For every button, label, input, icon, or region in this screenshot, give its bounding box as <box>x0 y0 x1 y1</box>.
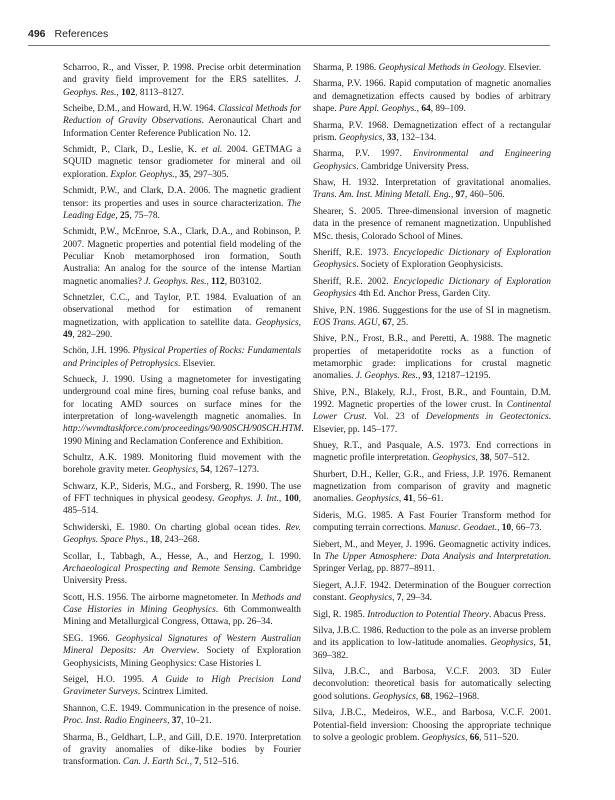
reference-text: SEG. 1966. <box>63 633 116 644</box>
reference-entry <box>63 592 301 629</box>
reference-text: Shive, P.N., Frost, B.R., and Peretti, A. 1988. The magnetic properties of metaperidotite rocks as a function of metamorphic grade: implications for crustal magnetic anomalies. <box>313 334 551 382</box>
reference-text: . Scintrex Limited. <box>137 687 209 698</box>
reference-entry <box>63 522 301 547</box>
reference-entry <box>313 707 551 744</box>
reference-text: Schön, J.H. 1996. <box>63 346 133 357</box>
reference-entry <box>63 703 301 728</box>
reference-text: , 1962–1968. <box>429 691 480 702</box>
reference-volume: 64 <box>421 104 431 115</box>
reference-title: Geophysics <box>432 453 476 464</box>
reference-text: , 89–109. <box>430 104 466 115</box>
reference-text: , <box>167 716 172 727</box>
reference-text: Shaw, H. 1932. Interpretation of gravitational anomalies. <box>313 178 551 189</box>
reference-text: . Aeronautical Chart and Information Center Reference Publication No. 12. <box>63 116 302 139</box>
reference-volume: 37 <box>171 716 182 727</box>
reference-text: , <box>497 523 502 534</box>
reference-text: , <box>189 757 195 768</box>
reference-text: , 8113–8127. <box>135 87 184 98</box>
reference-text: , <box>382 132 387 143</box>
reference-text: , 282–290. <box>72 329 113 340</box>
reference-entry <box>63 633 301 670</box>
reference-title: Geophysics <box>490 638 534 649</box>
reference-volume: 54 <box>200 465 210 476</box>
reference-text: , 29–34. <box>401 593 432 604</box>
reference-text: Sheriff, R.E. 2002. <box>313 276 394 287</box>
reference-volume: 25 <box>120 210 130 221</box>
reference-text: , 485–514. <box>63 494 301 517</box>
reference-entry <box>313 305 551 330</box>
reference-title: Geophys. J. Int. <box>217 494 279 505</box>
reference-volume: 35 <box>179 169 189 180</box>
reference-text: 2004. GETMAG a SQUID magnetic tensor gradiometer for mineral and oil exploration. <box>63 145 302 180</box>
reference-text: . Vol. 23 of <box>364 412 426 423</box>
reference-entry <box>313 469 551 506</box>
reference-volume: 18 <box>150 535 160 546</box>
reference-text: Shive, P.N., Blakely, R.J., Frost, B.R., and Fountain, D.M. 1992. Magnetic properties of the lower crust. In <box>313 387 551 410</box>
reference-text: Silva, J.B.C., and Barbosa, V.C.F. 2003. 3D Euler deconvolution: theoretical basis for automatically selecting good solutions. <box>313 667 551 702</box>
reference-title: Continental Lower Crust <box>313 400 551 423</box>
reference-text: , 512–516. <box>198 757 239 768</box>
reference-title: Introduction to Potential Theory <box>367 609 489 620</box>
reference-text: Schnetzler, C.C., and Taylor, P.T. 1984. Evaluation of an observational method for estimation of remanent magnetization, with application to satellite data. <box>63 292 301 328</box>
reference-text: , <box>174 169 180 180</box>
header-rule <box>28 45 550 46</box>
reference-text: , <box>450 190 456 201</box>
reference-text: , 25. <box>391 317 409 328</box>
reference-text: , 132–134. <box>396 132 437 143</box>
reference-text: , 511–520. <box>479 732 519 743</box>
reference-text: , <box>145 535 151 546</box>
reference-volume: 66 <box>469 732 480 743</box>
reference-volume: 41 <box>403 494 413 505</box>
reference-text: Sharma, P.V. 1968. Demagnetization effect of a rectangular prism. <box>313 120 551 143</box>
reference-volume: 67 <box>382 317 392 328</box>
reference-text: Silva, J.B.C. 1986. Reduction to the pole as an inverse problem and its application to low-latitude anomalies. <box>313 626 551 649</box>
reference-title: Manusc. Geodaet. <box>428 523 498 534</box>
reference-text: , 75–78. <box>129 210 160 221</box>
reference-text: Schwarz, K.P., Sideris, M.G., and Forsberg, R. 1990. The use of FFT techniques in physical geodesy. <box>63 481 301 505</box>
reference-entry <box>313 62 551 74</box>
reference-title: Rev. Geophys. Space Phys. <box>63 522 301 546</box>
reference-text: Sharma, B., Geldhart, L.P., and Gill, D.E. 1970. Interpretation of gravity anomalies of dike-like bodies by Fourier transformation. <box>63 732 301 768</box>
reference-entry <box>313 120 551 145</box>
reference-text: , <box>392 593 397 604</box>
reference-title: Classical Methods for Reduction of Gravity Observations <box>63 104 301 127</box>
reference-entry <box>63 185 301 222</box>
reference-text: Siebert, M., and Meyer, J. 1996. Geomagnetic activity indices. In <box>313 539 551 563</box>
reference-title: The Leading Edge <box>63 198 301 221</box>
reference-text: , 66–73. <box>511 523 542 534</box>
reference-entry <box>313 666 551 703</box>
reference-text: , 10–21. <box>181 716 212 727</box>
reference-text: Sideris, M.G. 1985. A Fast Fourier Transform method for computing terrain corrections. <box>313 510 551 534</box>
reference-title: The Upper Atmosphere: Data Analysis and Interpretation <box>324 552 549 563</box>
reference-text: Scott, H.S. 1956. The airborne magnetometer. In <box>63 592 252 603</box>
reference-entry <box>313 580 551 605</box>
reference-text: , <box>398 494 404 505</box>
reference-entry <box>63 481 301 518</box>
reference-text: , <box>475 453 481 464</box>
reference-volume: 112 <box>211 276 225 287</box>
reference-text: Sigl, R. 1985. <box>313 609 368 620</box>
reference-text: Scheibe, D.M., and Howard, H.W. 1964. <box>63 104 219 115</box>
reference-title: Proc. Inst. Radio Engineers <box>63 716 168 727</box>
reference-volume: 33 <box>386 132 397 143</box>
reference-text: , <box>206 276 212 287</box>
reference-text: . Springer Verlag, pp. 8877–8911. <box>313 552 551 575</box>
reference-title: Methods and Case Histories in Mining Geophysics <box>63 592 301 616</box>
reference-text: Scharroo, R., and Visser, P. 1998. Precise orbit determination and gravity field improvement for the ERS satellites. <box>63 63 301 86</box>
reference-title: A Guide to High Precision Land Gravimeter Surveys <box>63 674 301 698</box>
reference-text: Schultz, A.K. 1989. Monitoring fluid movement with the borehole gravity meter. <box>63 453 301 476</box>
reference-title: Geophysics <box>348 593 393 604</box>
reference-entry <box>63 62 301 99</box>
reference-title: Geophysical Signatures of Western Australian Mineral Deposits: An Overview <box>63 633 301 657</box>
reference-text: . Cambridge University Press. <box>356 161 469 172</box>
reference-title: Environmental and Engineering Geophysics <box>313 149 552 172</box>
reference-text: . Society of Exploration Geophysicists. <box>356 260 504 271</box>
reference-text: . Elsevier, pp. 145–177. <box>313 412 551 435</box>
reference-title: Trans. Am. Inst. Mining Metall. Eng. <box>313 190 451 201</box>
reference-text: , B03102. <box>224 276 262 287</box>
reference-text: . Elsevier. <box>503 63 542 73</box>
reference-entry <box>63 345 301 370</box>
reference-text: Schueck, J. 1990. Using a magnetometer for investigating underground coal mine fires, burning coal refuse banks, and for locating AMD sources on surface mines for the interpretation of long-wavelength magnetic anomalies. In <box>63 375 301 423</box>
reference-text: , <box>195 465 201 476</box>
reference-title: Can. J. Earth Sci. <box>122 757 190 768</box>
reference-entry <box>63 674 301 699</box>
reference-volume: 102 <box>121 87 136 98</box>
reference-text: Sheriff, R.E. 1973. <box>313 247 394 258</box>
reference-volume: 93 <box>422 371 432 382</box>
right-column <box>313 62 551 748</box>
reference-text: 4th Ed. Anchor Press, Garden City. <box>356 289 491 300</box>
page-number: 496 <box>28 28 46 40</box>
reference-text: . 6th Commonwealth Mining and Metallurgical Congress, Ottawa, pp. 26–34. <box>63 605 301 628</box>
reference-entry <box>63 226 301 287</box>
reference-entry <box>313 440 551 465</box>
reference-title: Geophysics <box>372 691 416 702</box>
reference-text: , <box>278 494 285 505</box>
reference-text: , 369–382. <box>313 638 551 661</box>
reference-text: Silva, J.B.C., Medeiros, W.E., and Barbosa, V.C.F. 2001. Potential-field inversion: Choosing the appropriate technique to solve a geologic problem. <box>313 708 551 743</box>
reference-entry <box>63 374 304 448</box>
reference-text: Sharma, P. 1986. <box>313 63 379 73</box>
reference-title: EOS Trans. AGU <box>313 317 378 328</box>
reference-volume: 38 <box>480 453 490 464</box>
reference-text: , 507–512. <box>489 453 530 464</box>
reference-entry <box>63 452 301 477</box>
reference-title: Physical Properties of Rocks: Fundamentals and Principles of Petrophysics <box>63 346 302 369</box>
reference-entry <box>313 539 551 576</box>
reference-entry <box>313 510 551 535</box>
reference-text: , <box>415 691 421 702</box>
reference-text: , <box>417 371 423 382</box>
left-column <box>63 62 304 773</box>
reference-entry <box>63 144 301 181</box>
reference-entry <box>63 732 301 769</box>
reference-entry <box>313 609 551 621</box>
reference-volume: 7 <box>396 593 402 604</box>
reference-text: Shannon, C.E. 1949. Communication in the presence of noise. <box>63 703 301 714</box>
reference-entry <box>313 276 551 301</box>
reference-title: J. Geophys. Res. <box>63 75 301 98</box>
reference-volume: 97 <box>455 190 465 201</box>
reference-title: Geophysics <box>339 132 383 143</box>
reference-text: , 243–268. <box>159 535 200 546</box>
reference-entry <box>313 387 551 436</box>
reference-entry <box>313 148 551 173</box>
reference-entry <box>313 206 551 243</box>
reference-text: , <box>377 317 383 328</box>
reference-text: , 56–61. <box>412 494 444 505</box>
reference-title: Geophysics <box>152 465 196 476</box>
reference-text: Schmidt, P., Clark, D., Leslie, K. <box>63 145 202 156</box>
reference-title: Explor. Geophys. <box>110 169 175 180</box>
reference-text: . Elsevier. <box>178 358 216 369</box>
reference-title: Geophysics <box>255 317 299 328</box>
reference-text: , <box>416 104 422 115</box>
reference-text: , <box>465 732 470 743</box>
reference-title: Geophysical Methods in Geology <box>378 63 504 73</box>
reference-text: , 297–305. <box>188 169 229 180</box>
reference-text: , 12187–12195. <box>432 371 491 382</box>
running-header <box>28 28 108 40</box>
reference-title: Archaeological Prospecting and Remote Sensing <box>63 564 253 575</box>
reference-title: Encyclopedic Dictionary of Exploration Geophysics <box>313 247 551 271</box>
reference-text: . 1990 Mining and Reclamation Conference and Exhibition. <box>63 424 304 447</box>
reference-title: J. Geophys. Res. <box>144 276 207 287</box>
reference-volume: 7 <box>194 757 199 768</box>
reference-volume: 100 <box>284 494 299 505</box>
reference-volume: 10 <box>501 523 512 534</box>
reference-entry <box>63 103 301 140</box>
reference-text: , <box>115 210 121 221</box>
reference-title: Developments in Geotectonics <box>425 412 549 423</box>
reference-title: http://wvmdtaskforce.com/proceedings/90/90SCH/90SCH.HTM <box>63 424 302 435</box>
reference-text: Schwiderski, E. 1980. On charting global ocean tides. <box>63 522 286 533</box>
reference-text: . Cambridge University Press. <box>63 564 301 587</box>
reference-title: J. Geophys. Res. <box>355 371 418 382</box>
reference-text: , 460–506. <box>464 190 505 201</box>
reference-text: Shurbert, D.H., Keller, G.R., and Friess, J.P. 1976. Remanent magnetization from comparison of gravity and magnetic anomalies. <box>313 469 551 505</box>
reference-volume: 68 <box>420 691 430 702</box>
reference-text: Schmidt, P.W., McEnroe, S.A., Clark, D.A., and Robinson, P. 2007. Magnetic properties and potential field modeling of the Peculiar Knob metamorphosed iron formation, South Australia: An analog for the source of the intense Martian magnetic anomalies? <box>63 227 301 287</box>
reference-text: Siegert, A.J.F. 1942. Determination of the Bouguer correction constant. <box>313 580 551 604</box>
reference-entry <box>313 177 551 202</box>
reference-text: Shuey, R.T., and Pasquale, A.S. 1973. End corrections in magnetic profile interpretation. <box>313 441 551 464</box>
reference-text: Shearer, S. 2005. Three-dimensional inversion of magnetic data in the presence of remanent magnetization. Unpublished MSc. thesis, Colorado School of Mines. <box>313 206 551 242</box>
reference-entry <box>313 333 551 382</box>
reference-text: , <box>533 638 540 649</box>
reference-title: Geophysics <box>355 494 399 505</box>
reference-entry <box>63 551 301 588</box>
reference-title: Geophysics <box>421 732 466 743</box>
reference-volume: 49 <box>63 329 73 340</box>
reference-text: Scollar, I., Tabbagh, A., Hesse, A., and Herzog, I. 1990. <box>63 551 301 562</box>
reference-text: Shive, P.N. 1986. Suggestions for the use of SI in magnetism. <box>313 305 551 316</box>
reference-entry <box>313 78 551 115</box>
reference-text: , <box>298 317 301 328</box>
reference-entry <box>313 625 551 662</box>
reference-entry <box>313 247 551 272</box>
reference-text: Seigel, H.O. 1995. <box>63 674 152 685</box>
reference-volume: 51 <box>539 638 549 649</box>
reference-text: Schmidt, P.W., and Clark, D.A. 2006. The magnetic gradient tensor: its properties and uses in source characterization. <box>63 186 301 209</box>
reference-text: . Abacus Press. <box>488 609 546 620</box>
reference-title: Pure Appl. Geophys. <box>339 104 417 115</box>
reference-text: , <box>116 87 122 98</box>
reference-title: Encyclopedic Dictionary of Exploration Geophysics <box>313 276 551 300</box>
reference-text: Sharma, P.V. 1966. Rapid computation of magnetic anomalies and demagnetization effects caused by bodies of arbitrary shape. <box>313 79 551 115</box>
section-title: References <box>54 28 109 40</box>
reference-text: Sharma, P.V. 1997. <box>313 149 413 160</box>
reference-title: et al. <box>201 145 223 156</box>
reference-entry <box>63 292 301 341</box>
reference-text: , 1267–1273. <box>209 465 260 476</box>
reference-text: . Society of Exploration Geophysicists, Mining Geophysics: Case Histories I. <box>63 646 301 669</box>
